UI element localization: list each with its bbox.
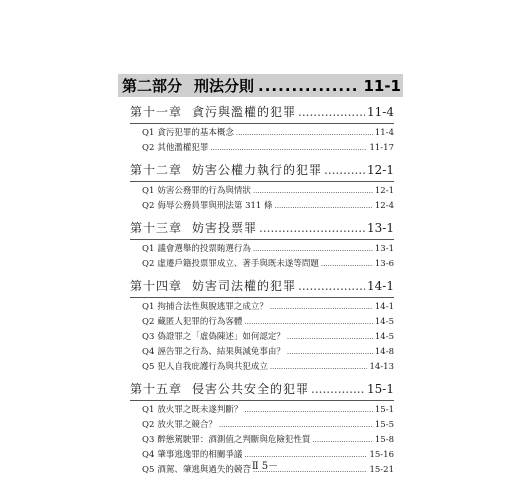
- item-question-number: Q3: [142, 332, 155, 342]
- table-of-contents: [130, 98, 394, 478]
- item-question-number: Q3: [142, 435, 155, 445]
- part-leader-dots: [258, 77, 359, 95]
- item-page-number: 15-5: [374, 420, 394, 430]
- item-page-number: 11-4: [374, 128, 394, 138]
- item-leader-dots: [270, 360, 368, 375]
- toc-item[interactable]: [142, 184, 394, 199]
- chapter-label: 第十五章: [130, 382, 183, 396]
- item-page-number: 13-1: [374, 244, 394, 254]
- item-leader-dots: [321, 257, 373, 272]
- chapter-label: 第十二章: [130, 163, 183, 177]
- chapter-heading[interactable]: [130, 275, 394, 298]
- item-page-number: 15-1: [374, 405, 394, 415]
- item-question-number: Q2: [142, 420, 155, 430]
- chapter-page-number: 13-1: [367, 221, 394, 235]
- item-page-number: 14-5: [374, 332, 394, 342]
- item-question-number: Q1: [142, 302, 155, 312]
- item-question-number: Q1: [142, 244, 155, 254]
- toc-item[interactable]: [142, 345, 394, 360]
- item-leader-dots: [253, 184, 373, 199]
- item-title: 放火罪之既未遂判斷？: [157, 405, 243, 415]
- item-leader-dots: [210, 141, 367, 156]
- item-title: 誣告罪之行為、結果與減免事由？: [157, 347, 285, 357]
- chapter-title: 侵害公共安全的犯罪: [192, 382, 310, 396]
- toc-item[interactable]: [142, 257, 394, 272]
- chapter-leader-dots: [324, 159, 365, 181]
- toc-item[interactable]: [142, 141, 394, 156]
- chapter-page-number: 15-1: [367, 382, 394, 396]
- item-leader-dots: [219, 418, 373, 433]
- item-title: 藏匿人犯罪的行為客體: [157, 317, 243, 327]
- part-title: 刑法分則: [194, 77, 255, 95]
- item-leader-dots: [275, 199, 373, 214]
- chapter-page-number: 11-4: [367, 105, 394, 119]
- chapter-heading[interactable]: [130, 217, 394, 240]
- toc-item[interactable]: [142, 126, 394, 141]
- item-question-number: Q4: [142, 450, 155, 460]
- item-title: 議會選舉的投票賄選行為: [157, 244, 251, 254]
- item-page-number: 11-17: [369, 143, 394, 153]
- item-leader-dots: [244, 315, 372, 330]
- toc-item[interactable]: [142, 330, 394, 345]
- item-title: 偽證罪之「虛偽陳述」如何認定？: [157, 332, 285, 342]
- item-leader-dots: [236, 126, 373, 141]
- item-question-number: Q2: [142, 201, 155, 211]
- chapter-item-list: [130, 182, 394, 214]
- item-page-number: 15-21: [369, 465, 394, 475]
- item-page-number: 12-4: [374, 201, 394, 211]
- item-title: 貪污犯罪的基本概念: [157, 128, 234, 138]
- item-title: 肇事逃逸罪的相關爭議: [157, 450, 243, 460]
- item-title: 犯人自我庇護行為與共犯成立: [157, 362, 268, 372]
- chapter-item-list: [130, 298, 394, 375]
- item-title: 其他濫權犯罪: [157, 143, 209, 153]
- item-title: 放火罪之競合？: [157, 420, 217, 430]
- toc-item[interactable]: [142, 300, 394, 315]
- item-question-number: Q2: [142, 317, 155, 327]
- item-question-number: Q1: [142, 128, 155, 138]
- item-page-number: 13-6: [374, 259, 394, 269]
- toc-item[interactable]: [142, 199, 394, 214]
- item-question-number: Q1: [142, 405, 155, 415]
- chapter-label: 第十四章: [130, 279, 183, 293]
- chapter-leader-dots: [311, 378, 365, 400]
- item-question-number: Q4: [142, 347, 155, 357]
- item-title: 醉態駕駛罪：酒測值之判斷與危險犯性質: [157, 435, 311, 445]
- item-leader-dots: [287, 330, 373, 345]
- item-title: 侮辱公務員罪與刑法第 311 條: [157, 201, 273, 211]
- chapter-title: 貪污與濫權的犯罪: [192, 105, 297, 119]
- item-leader-dots: [287, 345, 373, 360]
- item-page-number: 14-1: [374, 302, 394, 312]
- item-question-number: Q5: [142, 465, 155, 475]
- item-page-number: 14-5: [374, 317, 394, 327]
- page-footer-number: －Ⅱ 5－: [241, 461, 279, 472]
- item-leader-dots: [253, 242, 373, 257]
- chapter-title: 妨害投票罪: [192, 221, 258, 235]
- chapter-leader-dots: [298, 275, 365, 297]
- item-leader-dots: [270, 300, 373, 315]
- chapter-label: 第十三章: [130, 221, 183, 235]
- item-page-number: 12-1: [374, 186, 394, 196]
- chapter-heading[interactable]: [130, 378, 394, 401]
- toc-item[interactable]: [142, 418, 394, 433]
- item-page-number: 15-8: [374, 435, 394, 445]
- item-page-number: 15-16: [369, 450, 394, 460]
- toc-item[interactable]: [142, 433, 394, 448]
- chapter-leader-dots: [298, 101, 365, 123]
- chapter-item-list: [130, 240, 394, 272]
- chapter-page-number: 14-1: [367, 279, 394, 293]
- chapter-item-list: [130, 124, 394, 156]
- chapter-label: 第十一章: [130, 105, 183, 119]
- chapter-page-number: 12-1: [367, 163, 394, 177]
- item-title: 酒駕、肇逃與過失的競合: [157, 465, 251, 475]
- part-heading: [118, 74, 403, 97]
- item-question-number: Q1: [142, 186, 155, 196]
- item-page-number: 14-8: [374, 347, 394, 357]
- part-label: 第二部分: [122, 77, 183, 95]
- item-page-number: 14-13: [369, 362, 394, 372]
- item-question-number: Q5: [142, 362, 155, 372]
- item-leader-dots: [244, 403, 372, 418]
- item-title: 虛遷戶籍投票罪成立、著手與既未遂等問題: [157, 259, 319, 269]
- item-title: 妨害公務罪的行為與情狀: [157, 186, 251, 196]
- toc-item[interactable]: [142, 360, 394, 375]
- toc-item[interactable]: [142, 242, 394, 257]
- part-page-number: 11-1: [363, 76, 401, 95]
- item-leader-dots: [312, 433, 372, 448]
- toc-item[interactable]: [142, 315, 394, 330]
- item-question-number: Q2: [142, 143, 155, 153]
- chapter-title: 妨害司法權的犯罪: [192, 279, 297, 293]
- chapter-heading[interactable]: [130, 101, 394, 124]
- toc-item[interactable]: [142, 403, 394, 418]
- chapter-heading[interactable]: [130, 159, 394, 182]
- chapter-title: 妨害公權力執行的犯罪: [192, 163, 323, 177]
- item-question-number: Q2: [142, 259, 155, 269]
- item-title: 拘捕合法性與脫逃罪之成立？: [157, 302, 268, 312]
- chapter-leader-dots: [259, 217, 365, 239]
